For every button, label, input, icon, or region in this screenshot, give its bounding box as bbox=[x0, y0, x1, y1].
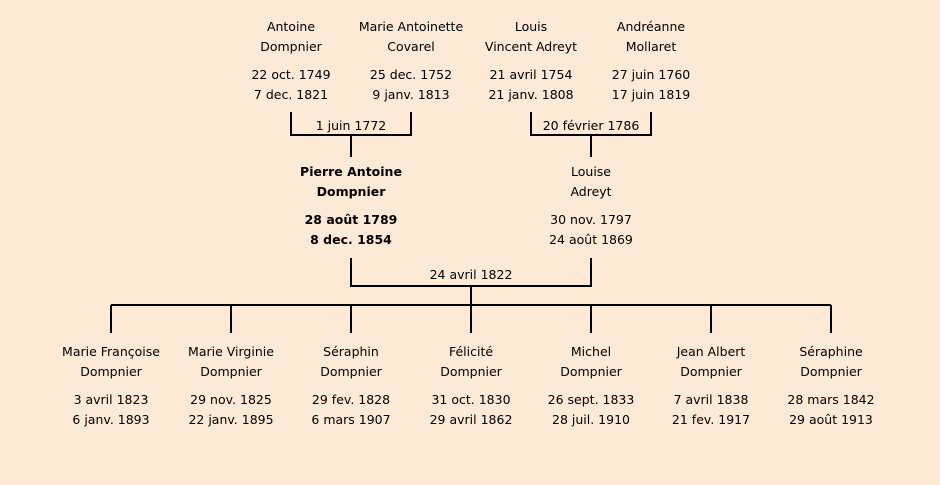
person-birth-date: 7 avril 1838 bbox=[673, 392, 749, 407]
person-death-date: 9 janv. 1813 bbox=[372, 87, 450, 102]
person-given-name: Antoine bbox=[266, 19, 316, 34]
person-given-name: Marie Françoise bbox=[62, 344, 160, 359]
person-death-date: 29 avril 1862 bbox=[429, 412, 513, 427]
person-given-name: Louise bbox=[571, 164, 611, 179]
person-given-name: Louis bbox=[514, 19, 548, 34]
person-birth-date: 31 oct. 1830 bbox=[431, 392, 511, 407]
person-death-date: 17 juin 1819 bbox=[611, 87, 691, 102]
person-birth-date: 3 avril 1823 bbox=[73, 392, 149, 407]
marriage-date: 1 juin 1772 bbox=[315, 118, 387, 133]
person-andreanne-mollaret bbox=[581, 17, 721, 105]
person-surname: Dompnier bbox=[440, 364, 502, 379]
person-given-name: Séraphine bbox=[799, 344, 863, 359]
person-death-date: 6 janv. 1893 bbox=[72, 412, 150, 427]
person-surname: Mollaret bbox=[625, 39, 677, 54]
person-surname: Dompnier bbox=[200, 364, 262, 379]
person-given-name: Michel bbox=[570, 344, 612, 359]
person-given-name: Pierre Antoine bbox=[300, 164, 402, 179]
person-birth-date: 30 nov. 1797 bbox=[550, 212, 632, 227]
person-birth-date: 26 sept. 1833 bbox=[547, 392, 635, 407]
person-birth-date: 25 dec. 1752 bbox=[369, 67, 453, 82]
person-birth-date: 28 août 1789 bbox=[304, 212, 398, 227]
person-death-date: 21 fev. 1917 bbox=[671, 412, 751, 427]
person-death-date: 29 août 1913 bbox=[789, 412, 873, 427]
person-death-date: 22 janv. 1895 bbox=[188, 412, 274, 427]
person-death-date: 8 dec. 1854 bbox=[310, 232, 392, 247]
person-jean-albert-dompnier bbox=[641, 342, 781, 430]
person-death-date: 28 juil. 1910 bbox=[552, 412, 630, 427]
person-death-date: 7 dec. 1821 bbox=[253, 87, 329, 102]
person-given-name: Marie Virginie bbox=[188, 344, 274, 359]
person-surname: Dompnier bbox=[680, 364, 742, 379]
person-seraphin-dompnier bbox=[281, 342, 421, 430]
person-louis-vincent-adreyt bbox=[461, 17, 601, 105]
person-given-name: Andréanne bbox=[616, 19, 686, 34]
marriage-date: 20 février 1786 bbox=[542, 118, 640, 133]
person-surname: Vincent Adreyt bbox=[484, 39, 578, 54]
person-marie-francoise-dompnier bbox=[41, 342, 181, 430]
person-birth-date: 28 mars 1842 bbox=[787, 392, 875, 407]
person-surname: Dompnier bbox=[320, 364, 382, 379]
person-antoine-dompnier bbox=[221, 17, 361, 105]
person-birth-date: 22 oct. 1749 bbox=[251, 67, 331, 82]
person-surname: Adreyt bbox=[570, 184, 612, 199]
person-given-name: Marie Antoinette bbox=[358, 19, 464, 34]
person-birth-date: 21 avril 1754 bbox=[489, 67, 573, 82]
person-michel-dompnier bbox=[521, 342, 661, 430]
person-surname: Dompnier bbox=[80, 364, 142, 379]
person-marie-virginie-dompnier bbox=[161, 342, 301, 430]
person-given-name: Jean Albert bbox=[676, 344, 746, 359]
person-marie-antoinette-covarel bbox=[341, 17, 481, 105]
person-death-date: 24 août 1869 bbox=[549, 232, 633, 247]
person-birth-date: 29 nov. 1825 bbox=[190, 392, 272, 407]
person-surname: Dompnier bbox=[800, 364, 862, 379]
person-surname: Covarel bbox=[387, 39, 435, 54]
person-birth-date: 27 juin 1760 bbox=[611, 67, 691, 82]
marriage-date: 24 avril 1822 bbox=[429, 267, 513, 282]
person-surname: Dompnier bbox=[560, 364, 622, 379]
person-death-date: 6 mars 1907 bbox=[311, 412, 391, 427]
person-given-name: Séraphin bbox=[323, 344, 379, 359]
person-felicite-dompnier bbox=[401, 342, 541, 430]
person-birth-date: 29 fev. 1828 bbox=[311, 392, 391, 407]
person-pierre-antoine-dompnier bbox=[281, 162, 421, 250]
person-seraphine-dompnier bbox=[761, 342, 901, 430]
person-given-name: Félicité bbox=[448, 344, 494, 359]
person-death-date: 21 janv. 1808 bbox=[488, 87, 574, 102]
person-surname: Dompnier bbox=[316, 184, 386, 199]
person-surname: Dompnier bbox=[260, 39, 322, 54]
person-louise-adreyt bbox=[521, 162, 661, 250]
